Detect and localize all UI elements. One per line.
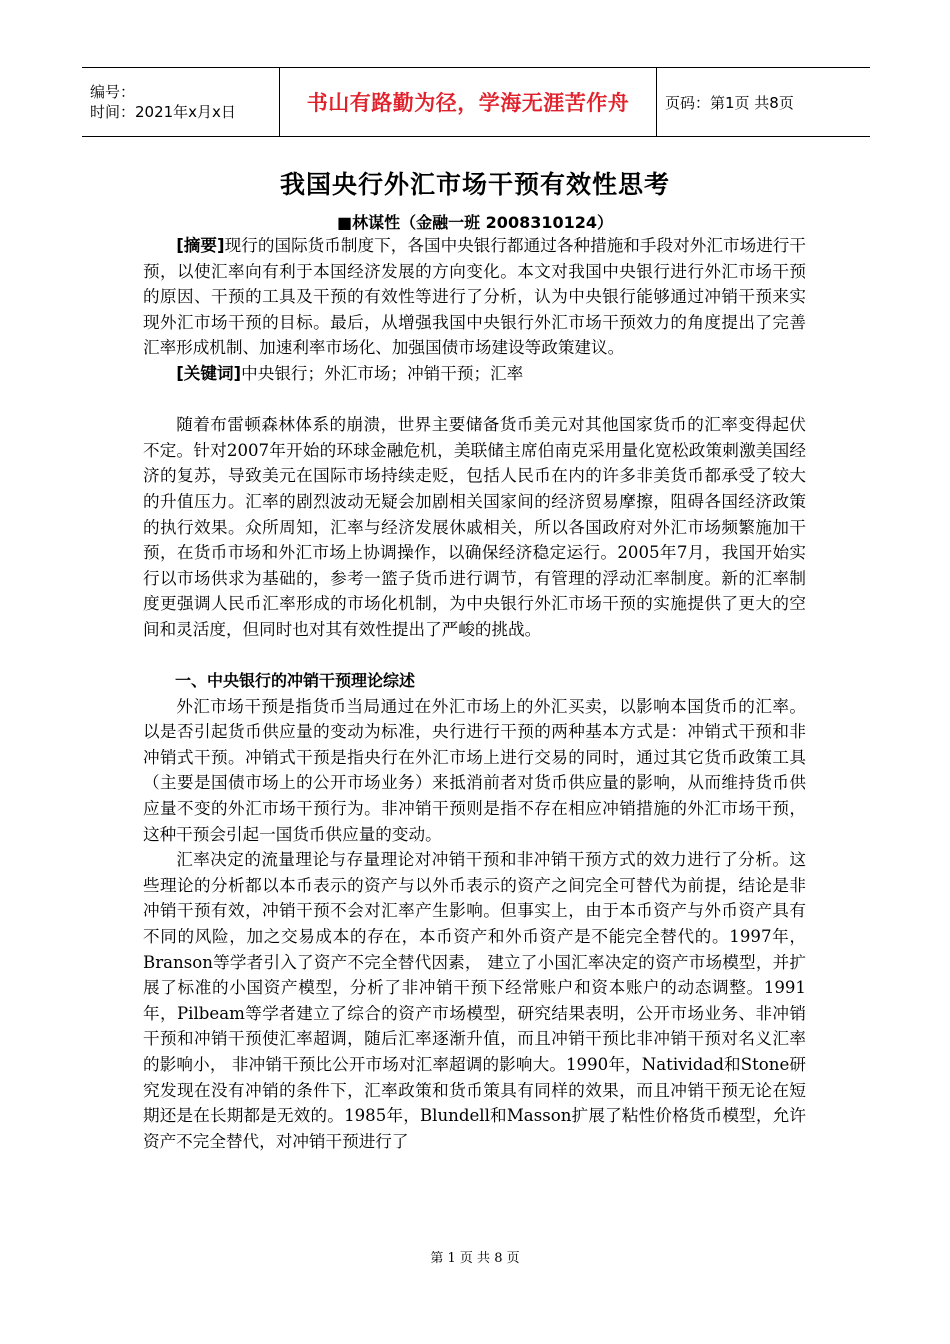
keywords-paragraph bbox=[143, 361, 806, 387]
keywords-text: 中央银行；外汇市场；冲销干预；汇率 bbox=[241, 363, 524, 383]
section-heading: 一、中央银行的冲销干预理论综述 bbox=[175, 671, 416, 691]
body-paragraph: 汇率决定的流量理论与存量理论对冲销干预和非冲销干预方式的效力进行了分析。这些理论的分析都以本币表示的资产与以外币表示的资产之间完全可替代为前提，结论是非冲销干预有效，冲销干预不会对汇率产生影响。但事实上，由于本币资产与外币资产具有不同的风险，加之交易成本的存在，本币资产和外币资产是不能完全替代的。1997年，Branson等学者引入了资产不完全替代因素， 建立了小国汇率决定的资产市场模型，并扩展了标准的小国资产模型，分析了非冲销干预下经常账户和资本账户的动态调整。1991年，Pilbeam等学者建立了综合的资产市场模型，研究结果表明，公开市场业务、非冲销干预和冲销干预使汇率超调，随后汇率逐渐升值，而且冲销干预比非冲销干预对名义汇率的影响小， 非冲销干预比公开市场对汇率超调的影响大。1990年，Natividad和Stone研究发现在没有冲销的条件下，汇率政策和货币策具有同样的效果，而且冲销干预无论在短期还是在长期都是无效的。1985年，Blundell和Masson扩展了粘性价格货币模型，允许资产不完全替代，对冲销干预进行了 bbox=[143, 850, 806, 1151]
body-paragraph: 外汇市场干预是指货币当局通过在外汇市场上的外汇买卖，以影响本国货币的汇率。以是否引起货币供应量的变动为标准，央行进行干预的两种基本方式是：冲销式干预和非冲销式干预。冲销式干预是指央行在外汇市场上进行交易的同时，通过其它货币政策工具（主要是国债市场上的公开市场业务）来抵消前者对货币供应量的影响，从而维持货币供应量不变的外汇市场干预行为。非冲销干预则是指不存在相应冲销措施的外汇市场干预，这种干预会引起一国货币供应量的变动。 bbox=[143, 696, 806, 844]
motto-text: 书山有路勤为径，学海无涯苦作舟 bbox=[306, 91, 630, 115]
header-page-info-cell bbox=[657, 68, 870, 136]
abstract-paragraph bbox=[143, 233, 806, 361]
document-title: 我国央行外汇市场干预有效性思考 bbox=[279, 170, 670, 199]
page-info: 页码：第1页 共8页 bbox=[665, 93, 794, 112]
page-footer: 第 1 页 共 8 页 bbox=[430, 1251, 520, 1266]
abstract-tag: [摘要] bbox=[176, 236, 225, 255]
spacer bbox=[143, 643, 806, 669]
keywords-tag: [关键词] bbox=[176, 363, 242, 383]
header-meta bbox=[82, 68, 279, 136]
spacer bbox=[143, 387, 806, 413]
abstract-text: 现行的国际货币制度下，各国中央银行都通过各种措施和手段对外汇市场进行干预，以使汇率向有利于本国经济发展的方向变化。本文对我国中央银行进行外汇市场干预的原因、干预的工具及干预的有效性等进行了分析，认为中央银行能够通过冲销干预来实现外汇市场干预的目标。最后，从增强我国中央银行外汇市场干预效力的角度提出了完善汇率形成机制、加速利率市场化、加强国债市场建设等政策建议。 bbox=[143, 236, 807, 358]
document-header bbox=[82, 67, 870, 137]
intro-paragraph: 随着布雷顿森林体系的崩溃，世界主要储备货币美元对其他国家货币的汇率变得起伏不定。针对2007年开始的环球金融危机，美联储主席伯南克采用量化宽松政策刺激美国经济的复苏，导致美元在国际市场持续走贬，包括人民币在内的许多非美货币都承受了较大的升值压力。汇率的剧烈波动无疑会加剧相关国家间的经济贸易摩擦，阻碍各国经济政策的执行效果。众所周知，汇率与经济发展休戚相关，所以各国政府对外汇市场频繁施加干预，在货币市场和外汇市场上协调操作，以确保经济稳定运行。2005年7月，我国开始实行以市场供求为基础的，参考一篮子货币进行调节，有管理的浮动汇率制度。新的汇率制度更强调人民币汇率形成的市场化机制，为中央银行外汇市场干预的实施提供了更大的空间和灵活度，但同时也对其有效性提出了严峻的挑战。 bbox=[143, 415, 806, 639]
document-body bbox=[143, 233, 806, 1154]
author-line: ■林谋性（金融一班 2008310124） bbox=[336, 213, 614, 232]
header-motto-cell bbox=[279, 68, 657, 136]
date-label: 时间：2021年x月x日 bbox=[90, 103, 236, 121]
serial-number-label: 编号： bbox=[90, 83, 136, 101]
